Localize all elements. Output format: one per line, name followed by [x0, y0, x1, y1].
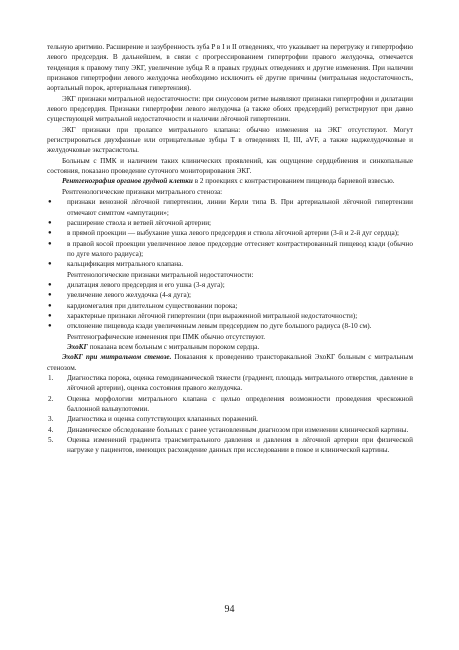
echo-bold: ЭхоКГ [67, 342, 88, 351]
bullet-icon: ● [48, 240, 52, 247]
paragraph-ecg-mitral-insufficiency: ЭКГ признаки митральной недостаточности: при синусовом ритме выявляют признаки гипертрофии и дилатации левого предсердия. Признаки гипертрофии левого желудочка (а также обоих предсердий) регистрируют при давно существующей митральной недостаточности и наличии лёгочной гипертензии. [47, 94, 413, 124]
list-item [47, 301, 413, 311]
item-number: 2. [48, 394, 54, 403]
list-item-text: увеличение левого желудочка (4-я дуга); [67, 291, 192, 300]
paragraph-holter: Больным с ПМК и наличием таких клинических проявлений, как ощущение сердцебиения и синкопальные состояния, показано проведение суточного мониторирования ЭКГ. [47, 156, 413, 176]
page-number: 94 [224, 604, 235, 615]
bullet-icon: ● [48, 302, 52, 309]
numbered-item-text: Диагностика и оценка сопутствующих клапанных поражений. [67, 415, 258, 424]
list-item [47, 228, 413, 238]
list-item [47, 239, 413, 260]
bullet-icon: ● [48, 230, 52, 237]
echo-stenosis-bold: ЭхоКГ при митральном стенозе. [62, 353, 172, 362]
numbered-item-text: Оценка изменений градиента трансмитрального давления и давления в лёгочной артерии при физической нагрузке у пациентов, имеющих расхождение данных при исследовании в покое и клинической картины. [67, 436, 413, 455]
numbered-item-text: Динамическое обследование больных с ранее установленным диагнозом при изменении клинической картины. [67, 425, 409, 434]
paragraph-xray [47, 176, 413, 186]
list-item [47, 197, 413, 218]
echo-stenosis-paragraph [47, 352, 413, 373]
bullet-icon: ● [48, 281, 52, 288]
list-item [47, 218, 413, 228]
bullet-icon: ● [48, 312, 52, 319]
echo-stenosis-rest: Показания к проведению трансторакальной ЭхоКГ больным с митральным стенозом. [47, 353, 413, 372]
list-item-text: в правой косой проекции увеличенное левое предсердие оттесняет контрастированный пищевод кзади (обычно по дуге малого радиуса); [67, 239, 413, 258]
numbered-item-text: Диагностика порока, оценка гемодинамической тяжести (градиент, площадь митрального отверстия, давление в лёгочной артерии), оценка состояния правого желудочка. [67, 374, 413, 393]
bullet-icon: ● [48, 199, 52, 206]
list-item-text: в прямой проекции — выбухание ушка левого предсердия и ствола лёгочной артерии (3-й и 2-й дуг сердца); [67, 229, 400, 238]
bullet-icon: ● [48, 219, 52, 226]
list-item-text: дилатация левого предсердия и его ушка (3-я дуга); [67, 280, 225, 289]
xray-rest: в 2 проекциях с контрастированием пищевода бариевой взвесью. [192, 177, 395, 186]
echo-rest: показана всем больным с митральным пороком сердца. [87, 342, 260, 351]
list-item [47, 321, 413, 331]
paragraph-ecg-mvp: ЭКГ признаки при пролапсе митрального клапана: обычно изменения на ЭКГ отсутствуют. Могут регистрироваться двухфазные или отрицательные зубцы T в отведениях II, III, aVF, а также наджелудочковые и желудочковые экстрасистолы. [47, 125, 413, 155]
item-number: 5. [48, 436, 54, 445]
page-body [47, 42, 413, 456]
list-item-text: признаки венозной лёгочной гипертензии, линии Керли типа B. При артериальной лёгочной гипертензии отмечают симптом «ампутации»; [67, 198, 413, 217]
list-item [47, 311, 413, 321]
numbered-item [47, 435, 413, 456]
pmk-xray-note: Рентгенографические изменения при ПМК обычно отсутствуют. [67, 332, 266, 341]
list-item-text: кардиомегалия при длительном существовании порока; [67, 301, 238, 310]
list-item [47, 290, 413, 300]
numbered-item [47, 394, 413, 415]
paragraph-lvh-intro: тельную аритмию. Расширение и зазубренность зуба P в I и II отведениях, что указывает на перегрузку и гипертрофию левого предсердия. В дальнейшем, в связи с прогрессированием гипертрофии правого желудочка, отмечается тенденция к правому типу ЭКГ, увеличение зубца R в правых грудных отведениях и другие изменения. При наличии признаков гипертрофии левого желудочка необходимо исключить её другие причины (митральная недостаточность, аортальный порок, артериальная гипертензия). [47, 43, 413, 93]
stenosis-heading: Рентгенологические признаки митрального стеноза: [62, 187, 223, 196]
list-item [47, 259, 413, 269]
numbered-item [47, 425, 413, 435]
item-number: 3. [48, 415, 54, 424]
list-item [47, 280, 413, 290]
insufficiency-heading: Рентгенологические признаки митральной недостаточности: [67, 270, 254, 279]
list-item-text: характерные признаки лёгочной гипертензии (при выраженной митральной недостаточности); [67, 311, 358, 320]
bullet-icon: ● [48, 261, 52, 268]
item-number: 4. [48, 425, 54, 434]
bullet-icon: ● [48, 292, 52, 299]
numbered-item-text: Оценка морфологии митрального клапана с целью определения возможности проведения чрескожной баллонной вальвулотомии. [67, 394, 413, 414]
bullet-icon: ● [48, 323, 52, 330]
list-item-text: кальцификация митрального клапана. [67, 260, 184, 269]
item-number: 1. [48, 374, 54, 382]
list-item-text: расширение ствола и ветвей лёгочной артерии; [67, 218, 212, 227]
xray-title: Рентгенография органов грудной клетки [62, 177, 193, 186]
echo-indication [47, 342, 413, 352]
numbered-item [47, 414, 413, 424]
list-item-text: отклонение пищевода кзади увеличенным левым предсердием по дуге большого радиуса (8-10 см). [67, 322, 372, 331]
numbered-item [47, 373, 413, 394]
